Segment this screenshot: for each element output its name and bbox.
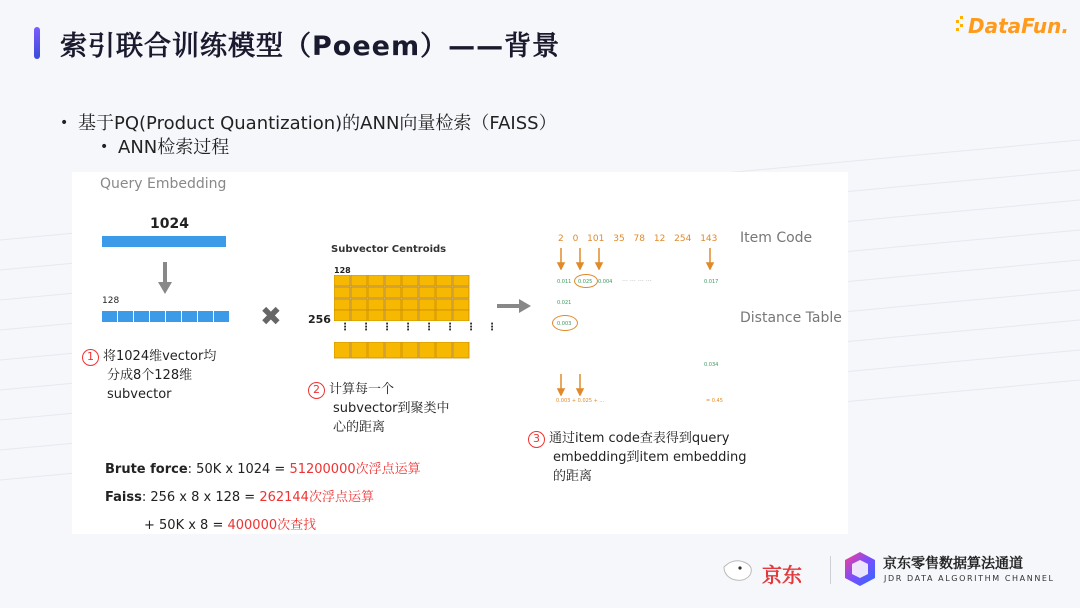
distance-sum-result: = 0.45 <box>706 398 723 404</box>
bullet-ann-process: • ANN检索过程 <box>100 137 230 158</box>
item-code-label: Item Code <box>740 230 813 246</box>
note-3: 3 通过item code查表得到query embedding到item embedding 的距离 <box>528 429 747 486</box>
distance-table-label: Distance Table <box>740 310 842 326</box>
dim-1024-label: 1024 <box>150 216 189 232</box>
jd-logo-text: 京东 <box>762 563 802 587</box>
dist-r4d: 0.034 <box>704 362 719 368</box>
item-code-values: 2 0 101 35 78 12 254 143 <box>558 234 718 244</box>
arrow-down-icon <box>158 262 172 294</box>
slide-title: 索引联合训练模型（Poeem）——背景 <box>60 31 561 62</box>
calc-faiss: Faiss: 256 x 8 x 128 = 262144次浮点运算 <box>105 490 374 505</box>
distance-sum: 0.003 + 0.025 + ... <box>556 398 605 404</box>
dist-r3a: 0.003 <box>557 321 572 327</box>
title-accent-bar <box>34 27 40 59</box>
centroids-128-label: 128 <box>334 266 351 275</box>
centroid-grid-top <box>334 275 470 321</box>
dist-r1d: 0.017 <box>704 279 719 285</box>
ann-process-figure <box>72 172 848 534</box>
jdr-channel-logo-icon <box>844 551 876 587</box>
multiply-icon: ✖ <box>260 302 282 332</box>
query-embedding-label: Query Embedding <box>100 176 227 192</box>
code-arrows <box>556 248 716 270</box>
row1-ellipsis: … … … … <box>622 276 652 283</box>
dist-r1b: 0.025 <box>578 279 593 285</box>
jdr-channel-name: 京东零售数据算法通道 <box>883 556 1023 572</box>
query-vector-bar <box>102 236 226 247</box>
dim-128-label: 128 <box>102 296 120 306</box>
subvector-bar <box>102 311 230 322</box>
subvector-centroids-label: Subvector Centroids <box>331 244 447 255</box>
centroid-grid-bottom <box>334 342 470 360</box>
arrow-right-icon <box>497 299 531 313</box>
dist-r1c: 0.004 <box>598 279 613 285</box>
datafun-logo: DataFun. <box>968 14 1069 38</box>
calc-lookup: + 50K x 8 = 400000次查找 <box>144 518 317 533</box>
bullet-pq-ann: • 基于PQ(Product Quantization)的ANN向量检索（FAISS） <box>60 113 557 134</box>
footer-divider <box>830 556 831 584</box>
sum-arrows <box>556 374 596 396</box>
highlight-ring-1 <box>574 274 598 288</box>
note-2: 2 计算每一个 subvector到聚类中 心的距离 <box>308 380 450 437</box>
centroid-ellipsis: ⋮⋮⋮⋮⋮⋮⋮⋮ <box>340 322 508 333</box>
note-1: 1 将1024维vector均 分成8个128维 subvector <box>82 347 216 404</box>
dist-r1a: 0.011 <box>557 279 572 285</box>
centroids-256-label: 256 <box>308 313 331 326</box>
jdr-channel-english: JDR DATA ALGORITHM CHANNEL <box>884 574 1055 583</box>
calc-brute-force: Brute force: 50K x 1024 = 51200000次浮点运算 <box>105 462 421 477</box>
highlight-ring-2 <box>552 315 578 331</box>
dist-r2a: 0.021 <box>557 300 572 306</box>
